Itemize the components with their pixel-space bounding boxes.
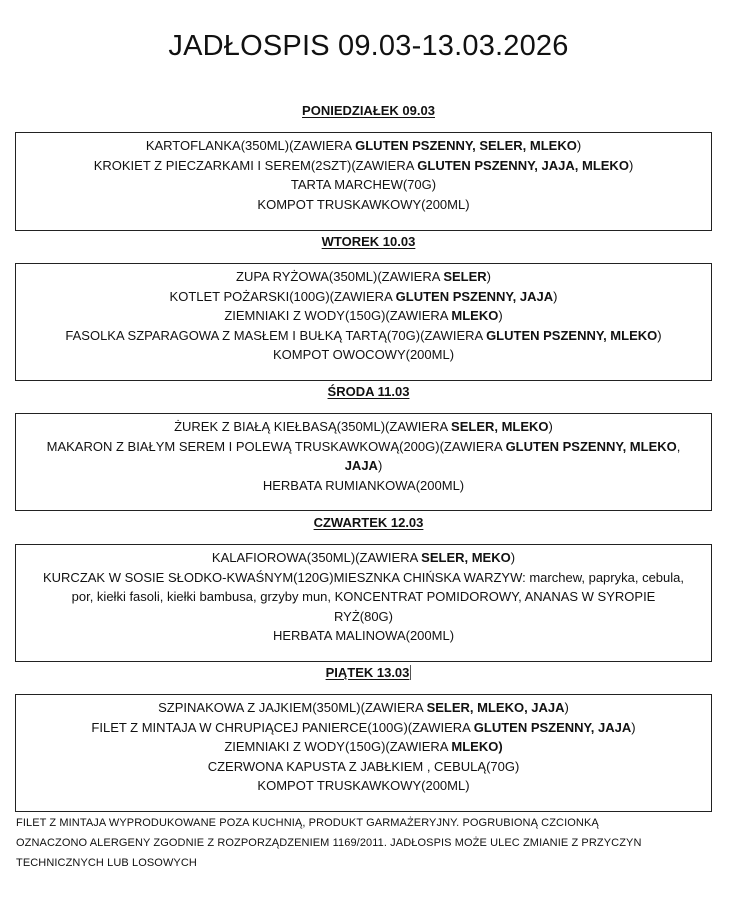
menu-item-line [16, 626, 711, 646]
dish-text: ) [510, 550, 516, 565]
menu-item-line [16, 345, 711, 365]
menu-item-line [16, 175, 711, 195]
dish-text: FASOLKA SZPARAGOWA Z MASŁEM I BUŁKĄ TARTĄ(70G)(ZAWIERA [65, 327, 487, 343]
menu-item-line [16, 195, 711, 215]
menu-item-line [16, 607, 711, 627]
menu-item-line [16, 776, 711, 796]
dish-text: MAKARON Z BIAŁYM SEREM I POLEWĄ TRUSKAWKOWĄ(200G)(ZAWIERA [46, 438, 506, 454]
dish-text: ZIEMNIAKI Z WODY(150G)(ZAWIERA [224, 739, 452, 754]
menu-item-line [16, 417, 711, 437]
menu-item-line [16, 718, 711, 738]
menu-item-line [16, 156, 711, 176]
allergen-text: SELER, MLEKO [451, 419, 549, 434]
dish-text: FILET Z MINTAJA W CHRUPIĄCEJ PANIERCE(100G)(ZAWIERA [91, 719, 474, 735]
dish-text: ) [564, 700, 569, 715]
dish-text: ZIEMNIAKI Z WODY(150G)(ZAWIERA [224, 308, 452, 323]
menu-item-line [16, 737, 711, 757]
dish-text: KALAFIOROWA(350ML)(ZAWIERA [211, 550, 422, 565]
allergen-text: GLUTEN PSZENNY, MLEKO [505, 438, 677, 454]
dish-text: ) [631, 719, 636, 735]
allergen-note [16, 813, 716, 873]
dish-text: KOTLET POŻARSKI(100G)(ZAWIERA [169, 288, 396, 304]
dish-text: ŻUREK Z BIAŁĄ KIEŁBASĄ(350ML)(ZAWIERA [174, 419, 452, 434]
menu-item-line [16, 456, 711, 476]
dish-text: HERBATA RUMIANKOWA(200ML) [262, 477, 465, 493]
allergen-text: GLUTEN PSZENNY, JAJA, MLEKO [417, 157, 629, 173]
menu-item-line [16, 548, 711, 568]
dish-text: ) [576, 138, 582, 153]
dish-text: ) [553, 288, 558, 304]
day-heading-monday: PONIEDZIAŁEK 09.03 [302, 103, 435, 118]
menu-item-line [16, 757, 711, 777]
dish-text: KURCZAK W SOSIE SŁODKO-KWAŚNYM(120G)MIESZNKA CHIŃSKA WARZYW: marchew, papryka, cebula, [42, 569, 684, 585]
allergen-text: GLUTEN PSZENNY, JAJA [395, 288, 554, 304]
note-line: FILET Z MINTAJA WYPRODUKOWANE POZA KUCHNIĄ, PRODUKT GARMAŻERYJNY. POGRUBIONĄ CZCIONKĄ [16, 817, 599, 829]
menu-box-monday [15, 132, 712, 231]
dish-text: KROKIET Z PIECZARKAMI I SEREM(2SZT)(ZAWIERA [93, 157, 418, 173]
dish-text: ) [548, 419, 553, 434]
dish-text: ) [498, 308, 503, 323]
menu-item-line [16, 287, 711, 307]
menu-item-line [16, 698, 711, 718]
day-heading-thursday: CZWARTEK 12.03 [313, 515, 424, 530]
dish-text: , [676, 438, 681, 454]
allergen-text: SELER [443, 269, 487, 284]
allergen-text: JAJA [344, 458, 378, 473]
dish-text: HERBATA MALINOWA(200ML) [272, 628, 455, 643]
day-heading-tuesday: WTOREK 10.03 [321, 234, 416, 249]
allergen-text: GLUTEN PSZENNY, JAJA [473, 719, 632, 735]
day-heading-friday-text: PIĄTEK 13.03 [325, 665, 410, 680]
dish-text: por, kiełki fasoli, kiełki bambusa, grzyby mun, KONCENTRAT POMIDOROWY, ANANAS W SYROPIE [71, 589, 656, 604]
menu-box-friday [15, 694, 712, 812]
menu-item-line [16, 306, 711, 326]
allergen-text: SELER, MEKO [421, 550, 511, 565]
menu-box-tuesday [15, 263, 712, 381]
dish-text: KOMPOT TRUSKAWKOWY(200ML) [257, 196, 470, 212]
day-heading-friday [0, 665, 737, 680]
note-line: OZNACZONO ALERGENY ZGODNIE Z ROZPORZĄDZENIEM 1169/2011. JADŁOSPIS MOŻE ULEC ZMIANIE Z PRZYCZYN [16, 837, 642, 849]
dish-text: RYŻ(80G) [334, 608, 393, 624]
dish-text: ) [377, 458, 383, 473]
text-cursor [410, 665, 411, 680]
allergen-text: MLEKO [451, 308, 499, 323]
allergen-text: GLUTEN PSZENNY, MLEKO [486, 327, 658, 343]
menu-item-line [16, 437, 711, 457]
allergen-text: GLUTEN PSZENNY, SELER, MLEKO [355, 138, 577, 153]
allergen-text: MLEKO) [451, 739, 503, 754]
menu-item-line [16, 326, 711, 346]
menu-item-line [16, 587, 711, 607]
dish-text: CZERWONA KAPUSTA Z JABŁKIEM , CEBULĄ(70G) [207, 758, 520, 774]
day-heading-wednesday: ŚRODA 11.03 [327, 384, 410, 399]
menu-box-thursday [15, 544, 712, 662]
dish-text: KOMPOT TRUSKAWKOWY(200ML) [257, 778, 470, 793]
menu-box-wednesday [15, 413, 712, 511]
menu-item-line [16, 476, 711, 496]
allergen-text: SELER, MLEKO, JAJA [426, 700, 565, 715]
dish-text: KOMPOT OWOCOWY(200ML) [272, 347, 455, 362]
dish-text: ) [486, 269, 491, 284]
page-title: JADŁOSPIS 09.03-13.03.2026 [168, 30, 569, 62]
dish-text: ) [628, 157, 634, 173]
dish-text: TARTA MARCHEW(70G) [290, 177, 437, 192]
menu-item-line [16, 568, 711, 588]
dish-text: KARTOFLANKA(350ML)(ZAWIERA [145, 138, 356, 153]
note-line: TECHNICZNYCH LUB LOSOWYCH [16, 857, 197, 869]
menu-item-line [16, 267, 711, 287]
dish-text: ) [657, 327, 662, 343]
dish-text: SZPINAKOWA Z JAJKIEM(350ML)(ZAWIERA [158, 700, 427, 715]
menu-item-line [16, 136, 711, 156]
dish-text: ZUPA RYŻOWA(350ML)(ZAWIERA [236, 269, 444, 284]
